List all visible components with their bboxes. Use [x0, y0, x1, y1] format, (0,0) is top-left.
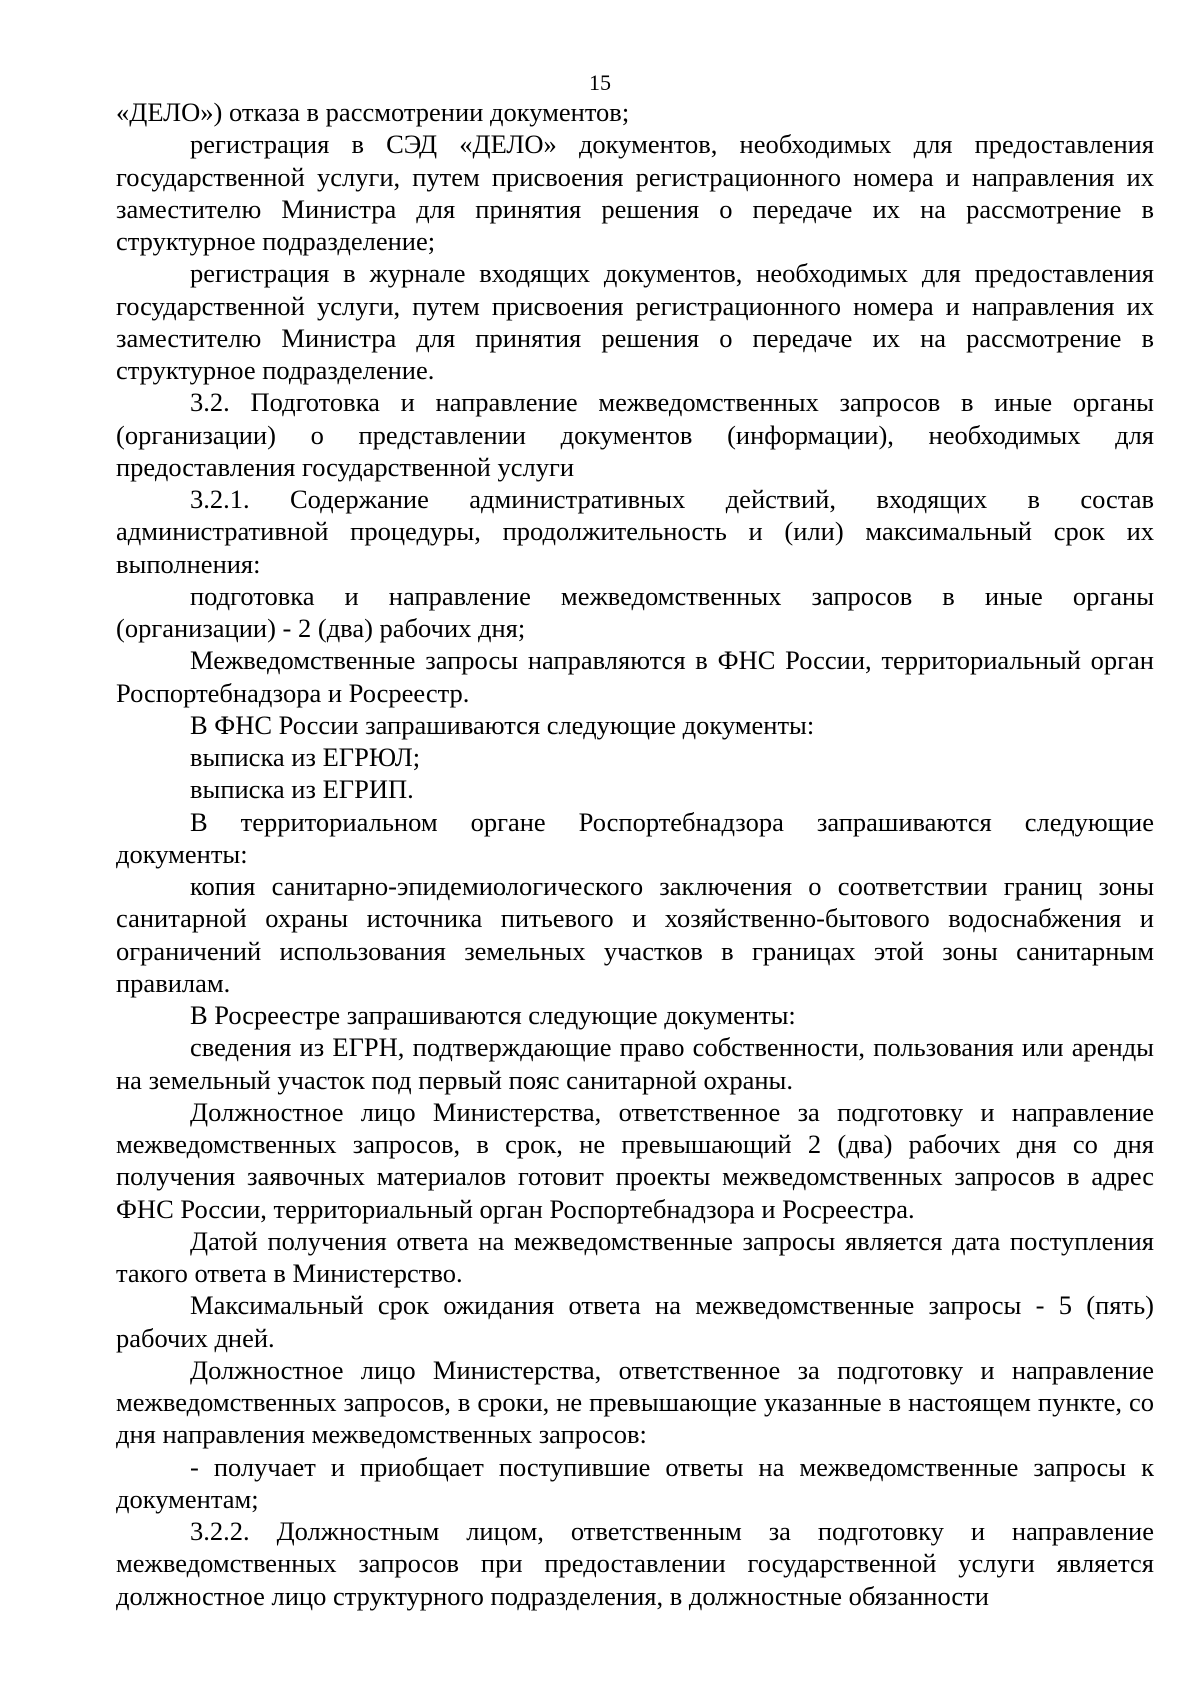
- paragraph-date-of-response: Датой получения ответа на межведомственные запросы является дата поступления такого ответа в Министерство.: [116, 1225, 1154, 1288]
- list-item-egrn: сведения из ЕГРН, подтверждающие право собственности, пользования или аренды на земельный участок под первый пояс санитарной охраны.: [116, 1032, 1154, 1095]
- section-heading-3-2-1: 3.2.1. Содержание административных действий, входящих в состав административной процедуры, продолжительность и (или) максимальный срок их выполнения:: [116, 484, 1154, 579]
- paragraph-official-prepares-requests: Должностное лицо Министерства, ответственное за подготовку и направление межведомственных запросов, в срок, не превышающий 2 (два) рабочих дня со дня получения заявочных материалов готовит проекты межведомственных запросов в адрес ФНС России, территориальный орган Роспортебнадзора и Росреестра.: [116, 1096, 1154, 1224]
- paragraph-sed-registration: регистрация в СЭД «ДЕЛО» документов, необходимых для предоставления государственной услуги, путем присвоения регистрационного номера и направления их заместителю Министра для принятия решения о передаче их на рассмотрение в структурное подразделение;: [116, 129, 1154, 256]
- paragraph-journal-registration: регистрация в журнале входящих документов, необходимых для предоставления государственной услуги, путем присвоения регистрационного номера и направления их заместителю Министра для принятия решения о передаче их на рассмотрение в структурное подразделение.: [116, 258, 1154, 385]
- list-item-attach-responses: - получает и приобщает поступившие ответы на межведомственные запросы к документам;: [116, 1451, 1154, 1514]
- paragraph-deadline-2-days: подготовка и направление межведомственных запросов в иные органы (организации) - 2 (два) рабочих дня;: [116, 580, 1154, 643]
- section-heading-3-2-2: 3.2.2. Должностным лицом, ответственным за подготовку и направление межведомственных запросов при предоставлении государственной услуги является должностное лицо структурного подразделения, в должностные обязанности: [116, 1516, 1154, 1611]
- paragraph-continuation: «ДЕЛО») отказа в рассмотрении документов;: [116, 97, 630, 127]
- document-body: [116, 96, 1154, 1612]
- section-heading-3-2: 3.2. Подготовка и направление межведомственных запросов в иные органы (организации) о представлении документов (информации), необходимых для предоставления государственной услуги: [116, 387, 1154, 482]
- paragraph-requests-sent-to: Межведомственные запросы направляются в ФНС России, территориальный орган Роспортебнадзора и Росреестр.: [116, 645, 1154, 708]
- list-item-egrul: выписка из ЕГРЮЛ;: [190, 742, 421, 772]
- paragraph-fns-requested: В ФНС России запрашиваются следующие документы:: [190, 709, 815, 740]
- paragraph-official-duties: Должностное лицо Министерства, ответственное за подготовку и направление межведомственных запросов, в сроки, не превышающие указанные в настоящем пункте, со дня направления межведомственных запросов:: [116, 1354, 1154, 1450]
- paragraph-rospotrebnadzor-requested: В территориальном органе Роспортебнадзора запрашиваются следующие документы:: [116, 806, 1154, 869]
- list-item-egrip: выписка из ЕГРИП.: [190, 774, 414, 805]
- list-item-sanitary-conclusion: копия санитарно-эпидемиологического заключения о соответствии границ зоны санитарной охраны источника питьевого и хозяйственно-бытового водоснабжения и ограничений использования земельных участков в границах этой зоны санитарным правилам.: [116, 871, 1154, 998]
- paragraph-rosreestr-requested: В Росреестре запрашиваются следующие документы:: [190, 1000, 796, 1030]
- paragraph-max-wait: Максимальный срок ожидания ответа на межведомственные запросы - 5 (пять) рабочих дней.: [116, 1290, 1154, 1353]
- page-number: 15: [589, 70, 611, 95]
